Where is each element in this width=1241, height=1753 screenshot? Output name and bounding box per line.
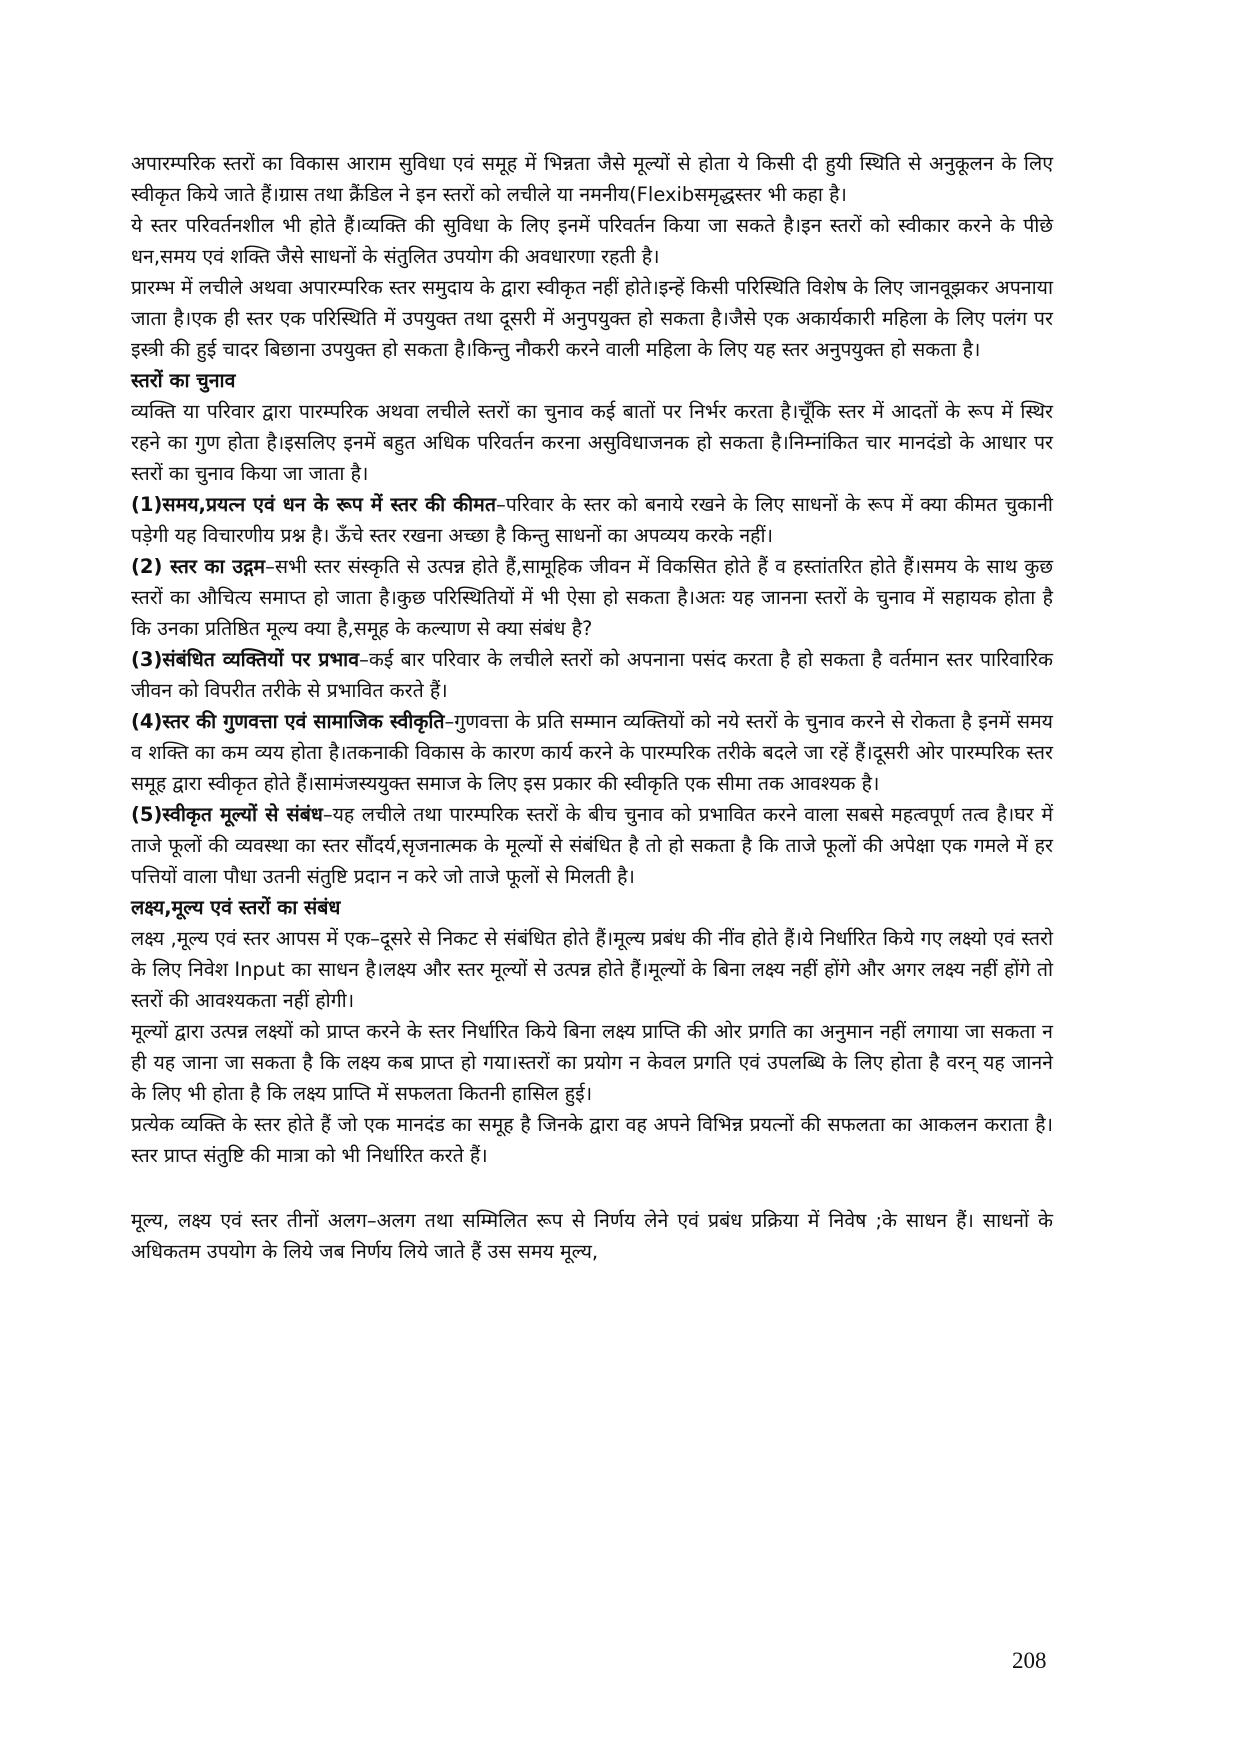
paragraph-flexible-standards: प्रारम्भ में लचीले अथवा अपारम्परिक स्तर समुदाय के द्वारा स्वीकृत नहीं होते।इन्हें किसी परिस्थिति विशेष के लिए जानवूझकर अपनाया जाता है।एक ही स्तर एक परिस्थिति में उपयुक्त तथा दूसरी में अनुपयुक्त हो सकता है।जैसे एक अकार्यकारी महिला के लिए पलंग पर इस्त्री की हुई चादर बिछाना उपयुक्त हो सकता है।किन्तु नौकरी करने वाली महिला के लिए यह स्तर अनुपयुक्त हो सकता है। — [131, 276, 1053, 361]
criterion-5 — [131, 799, 1053, 892]
paragraph-choice-intro: व्यक्ति या परिवार द्वारा पारम्परिक अथवा लचीले स्तरों का चुनाव कई बातों पर निर्भर करता है।चूँकि स्तर में आदतों के रूप में स्थिर रहने का गुण होता है।इसलिए इनमें बहुत अधिक परिवर्तन करना असुविधाजनक हो सकता है।निम्नांकित चार मानदंडो के आधार पर स्तरों का चुनाव किया जा जाता है। — [131, 400, 1053, 485]
document-body — [131, 148, 1053, 1267]
criterion-5-title: (5)स्वीकृत मूल्यों से संबंध — [131, 803, 323, 826]
criterion-4-title: (4)स्तर की गुणवत्ता एवं सामाजिक स्वीकृति — [131, 710, 445, 733]
criterion-3-title: (3)संबंधित व्यक्तियों पर प्रभाव — [131, 648, 360, 671]
criterion-2-text: –सभी स्तर संस्कृति से उत्पन्न होते हैं,सामूहिक जीवन में विकसित होते हैं व हस्तांतरित होते हैं।समय के साथ कुछ स्तरों का औचित्य समाप्त हो जाता है।कुछ परिस्थितियों में भी ऐसा हो सकता है।अतः यह जानना स्तरों के चुनाव में सहायक होता है कि उनका प्रतिष्ठित मूल्य क्या है,समूह के कल्याण से क्या संबंध है? — [131, 555, 1053, 640]
criterion-3-text: –कई बार परिवार के लचीले स्तरों को अपनाना पसंद करता है हो सकता है वर्तमान स्तर पारिवारिक जीवन को विपरीत तरीके से प्रभावित करते हैं। — [131, 648, 1053, 702]
heading-choice-of-standards: स्तरों का चुनाव — [131, 369, 236, 392]
criterion-4 — [131, 706, 1053, 799]
criterion-5-text: –यह लचीले तथा पारम्परिक स्तरों के बीच चुनाव को प्रभावित करने वाला सबसे महत्वपूर्ण तत्व है।घर में ताजे फूलों की व्यवस्था का स्तर सौंदर्य,सृजनात्मक के मूल्यों से संबंधित है तो हो सकता है कि ताजे फूलों की अपेक्षा एक गमले में हर पत्तियों वाला पौधा उतनी संतुष्टि प्रदान न करे जो ताजे फूलों से मिलती है। — [131, 803, 1053, 888]
criterion-4-text: –गुणवत्ता के प्रति सम्मान व्यक्तियों को नये स्तरों के चुनाव करने से रोकता है इनमें समय व शक्ति का कम व्यय होता है।तकनाकी विकास के कारण कार्य करने के पारम्परिक तरीके बदले जा रहें हैं।दूसरी ओर पारम्परिक स्तर समूह द्वारा स्वीकृत होते हैं।सामंजस्ययुक्त समाज के लिए इस प्रकार की स्वीकृति एक सीमा तक आवश्यक है। — [131, 710, 1053, 795]
criterion-1-text: –परिवार के स्तर को बनाये रखने के लिए साधनों के रूप में क्या कीमत चुकानी पड़ेगी यह विचारणीय प्रश्न है। ऊँचे स्तर रखना अच्छा है किन्तु साधनों का अपव्यय करके नहीं। — [131, 493, 1053, 547]
page-number: 208 — [1012, 1648, 1047, 1673]
paragraph-changeable-standards: ये स्तर परिवर्तनशील भी होते हैं।व्यक्ति की सुविधा के लिए इनमें परिवर्तन किया जा सकते है।इन स्तरों को स्वीकार करने के पीछे धन,समय एवं शक्ति जैसे साधनों के संतुलित उपयोग की अवधारणा रहती है। — [131, 214, 1053, 268]
paragraph-goal-progress: मूल्यों द्वारा उत्पन्न लक्ष्यों को प्राप्त करने के स्तर निर्धारित किये बिना लक्ष्य प्राप्ति की ओर प्रगति का अनुमान नहीं लगाया जा सकता न ही यह जाना जा सकता है कि लक्ष्य कब प्राप्त हो गया।स्तरों का प्रयोग न केवल प्रगति एवं उपलब्धि के लिए होता है वरन् यह जानने के लिए भी होता है कि लक्ष्य प्राप्ति में सफलता कितनी हासिल हुई। — [131, 1020, 1053, 1105]
paragraph-nonconventional-standards: अपारम्परिक स्तरों का विकास आराम सुविधा एवं समूह में भिन्नता जैसे मूल्यों से होता ये किसी दी हुयी स्थिति से अनुकूलन के लिए स्वीकृत किये जाते हैं।ग्रास तथा क्रैंडिल ने इन स्तरों को लचीले या नमनीय(Flexibसमृद्धस्तर भी कहा है। — [131, 152, 1053, 206]
paragraph-decision-making: मूल्य, लक्ष्य एवं स्तर तीनों अलग–अलग तथा सम्मिलित रूप से निर्णय लेने एवं प्रबंध प्रक्रिया में निवेष ;के साधन हैं। साधनों के अधिकतम उपयोग के लिये जब निर्णय लिये जाते हैं उस समय मूल्य, — [131, 1209, 1053, 1263]
paragraph-individual-standards: प्रत्येक व्यक्ति के स्तर होते हैं जो एक मानदंड का समूह है जिनके द्वारा वह अपने विभिन्न प्रयत्नों की सफलता का आकलन कराता है।स्तर प्राप्त संतुष्टि की मात्रा को भी निर्धारित करते हैं। — [131, 1113, 1053, 1167]
criterion-2 — [131, 551, 1053, 644]
paragraph-gap — [131, 1171, 1053, 1205]
criterion-1-title: (1)समय,प्रयत्न एवं धन के रूप में स्तर की कीमत — [131, 493, 496, 516]
heading-goals-values-standards: लक्ष्य,मूल्य एवं स्तरों का संबंध — [131, 896, 341, 919]
criterion-3 — [131, 644, 1053, 706]
criterion-1 — [131, 489, 1053, 551]
paragraph-interrelation: लक्ष्य ,मूल्य एवं स्तर आपस में एक–दूसरे से निकट से संबंधित होते हैं।मूल्य प्रबंध की नींव होते हैं।ये निर्धारित किये गए लक्ष्यो एवं स्तरो के लिए निवेश Input का साधन है।लक्ष्य और स्तर मूल्यों से उत्पन्न होते हैं।मूल्यों के बिना लक्ष्य नहीं होंगे और अगर लक्ष्य नहीं होंगे तो स्तरों की आवश्यकता नहीं होगी। — [131, 927, 1053, 1012]
criterion-2-title: (2) स्तर का उद्गम — [131, 555, 266, 578]
